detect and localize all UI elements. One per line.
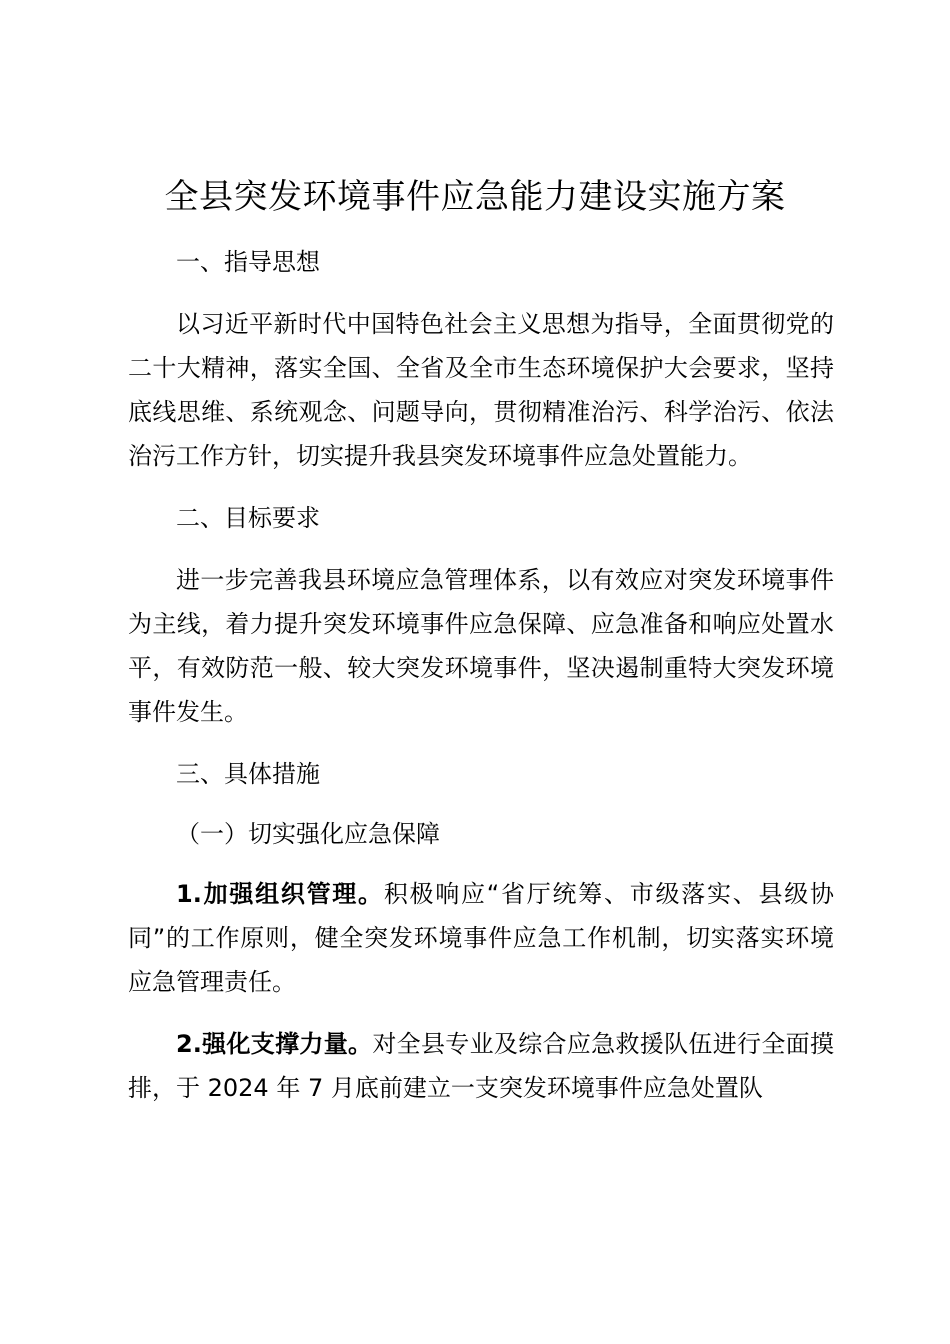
section-paragraph-goals: 进一步完善我县环境应急管理体系，以有效应对突发环境事件为主线，着力提升突发环境事件应急保障、应急准备和响应处置水平，有效防范一般、较大突发环境事件，坚决遏制重特大突发环境事件发生。 (128, 566, 834, 726)
section-paragraph-guiding-ideology: 以习近平新时代中国特色社会主义思想为指导，全面贯彻党的二十大精神，落实全国、全省及全市生态环境保护大会要求，坚持底线思维、系统观念、问题导向，贯彻精准治污、科学治污、依法治污工作方针，切实提升我县突发环境事件应急处置能力。 (128, 310, 834, 470)
measure-item-organization (128, 872, 834, 1004)
section-heading-guiding-ideology: 一、指导思想 (176, 248, 320, 276)
measure-item-text: 积极响应“省厅统筹、市级落实、县级协同”的工作原则，健全突发环境事件应急工作机制，切实落实环境应急管理责任。 (128, 880, 834, 996)
section-heading-measures: 三、具体措施 (176, 760, 320, 788)
measure-item-text: 对全县专业及综合应急救援队伍进行全面摸排，于 2024 年 7 月底前建立一支突发环境事件应急处置队 (128, 1030, 834, 1102)
subsection-heading-emergency-support: （一）切实强化应急保障 (176, 820, 440, 848)
document-title: 全县突发环境事件应急能力建设实施方案 (164, 177, 786, 217)
measure-item-lead: 1.加强组织管理。 (176, 880, 384, 908)
document-body (128, 240, 834, 1110)
measure-item-lead: 2.强化支撑力量。 (176, 1030, 373, 1058)
measure-item-support-force (128, 1022, 834, 1110)
section-heading-goals: 二、目标要求 (176, 504, 320, 532)
